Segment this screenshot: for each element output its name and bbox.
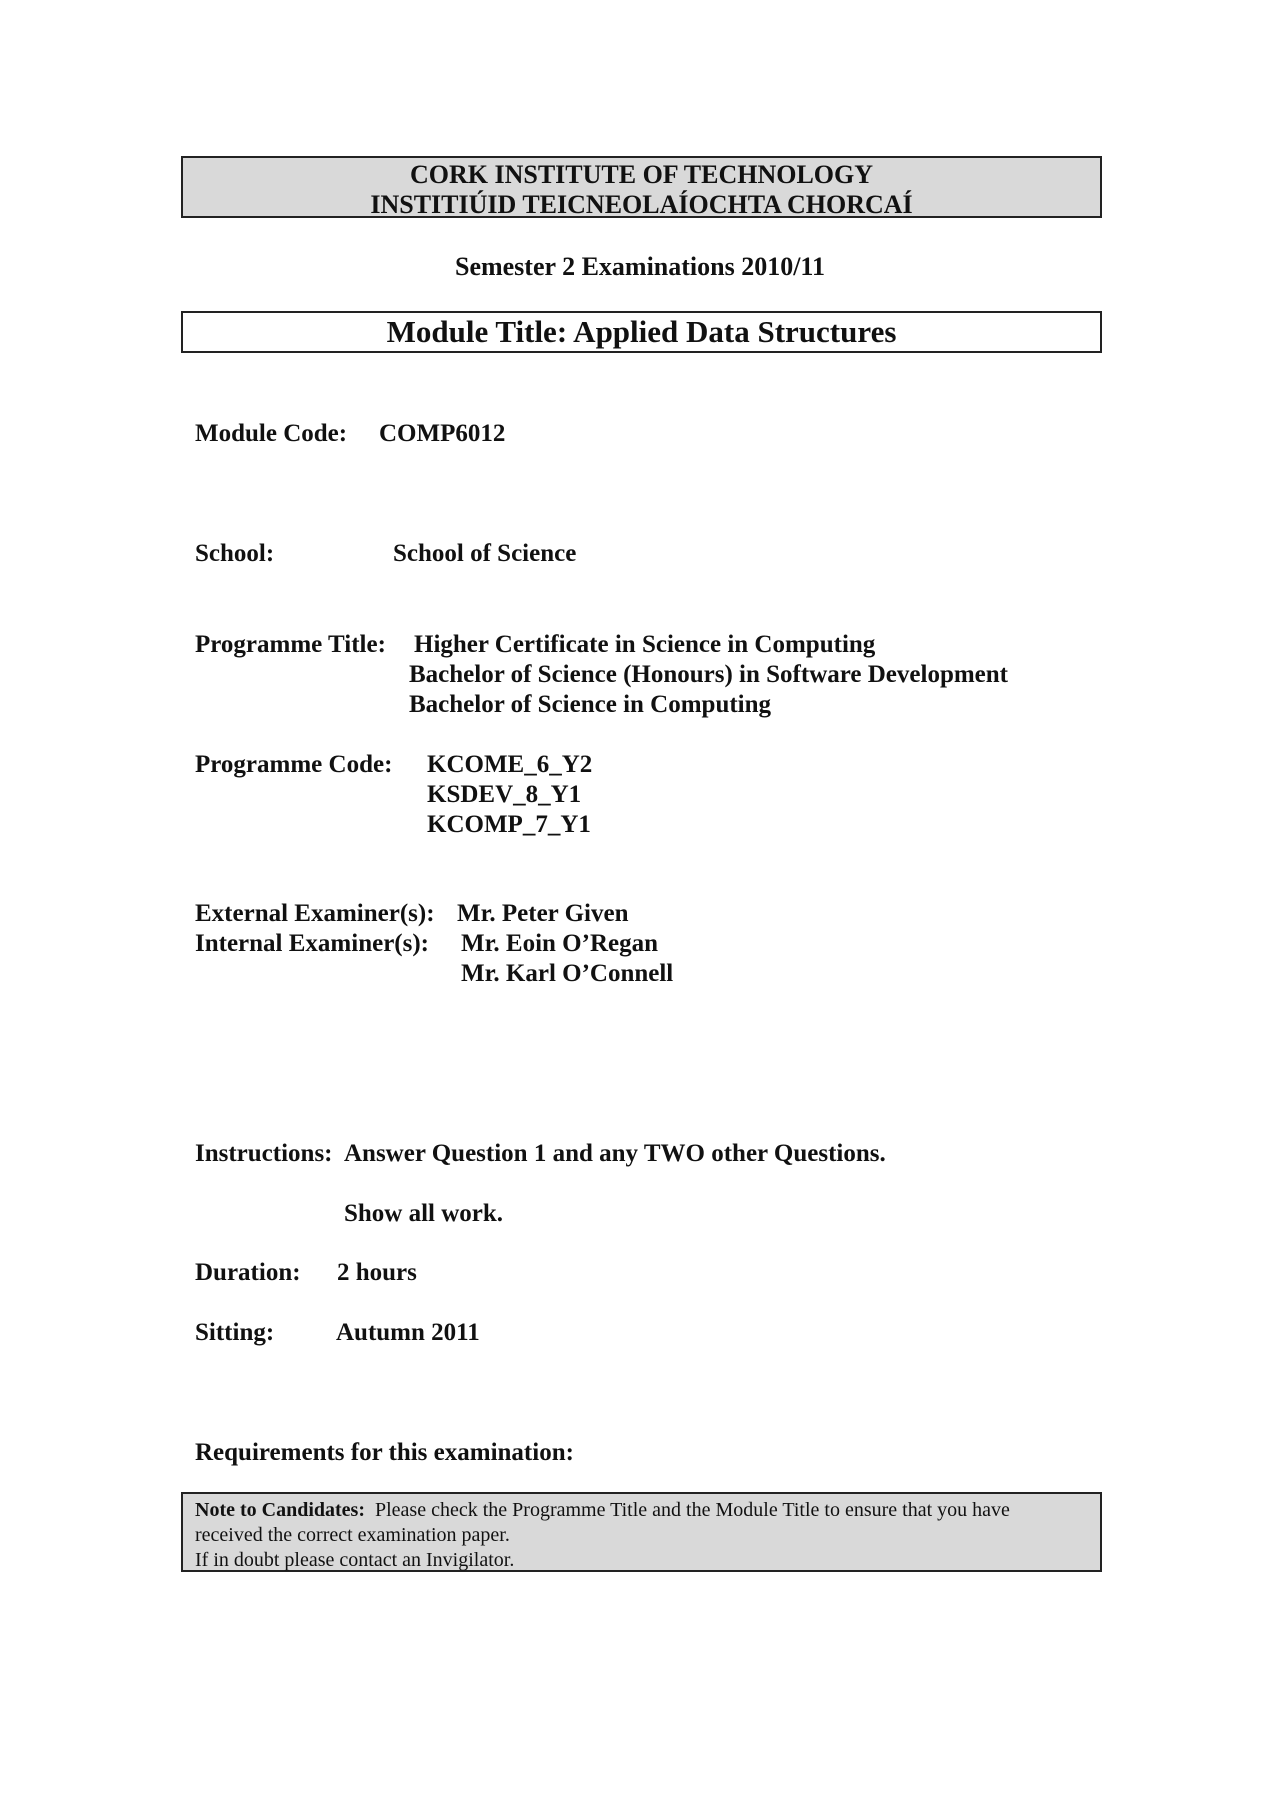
note-line-2: received the correct examination paper. — [195, 1524, 510, 1546]
external-examiner-label: External Examiner(s): — [195, 900, 435, 927]
instructions-label: Instructions: — [195, 1140, 333, 1167]
programme-title-label: Programme Title: — [195, 631, 386, 658]
duration-label: Duration: — [195, 1259, 301, 1286]
sitting-value: Autumn 2011 — [336, 1319, 480, 1346]
programme-title-2: Bachelor of Science (Honours) in Software Development — [409, 661, 1008, 688]
note-label: Note to Candidates: — [195, 1499, 365, 1521]
instructions-line-2: Show all work. — [344, 1200, 504, 1227]
institute-name-irish: INSTITIÚID TEICNEOLAÍOCHTA CHORCAÍ — [370, 190, 913, 219]
programme-code-1: KCOME_6_Y2 — [427, 751, 593, 778]
note-line-3: If in doubt please contact an Invigilator. — [195, 1549, 515, 1571]
internal-examiner-1: Mr. Eoin O’Regan — [461, 930, 658, 957]
requirements-heading: Requirements for this examination: — [195, 1439, 574, 1466]
programme-code-3: KCOMP_7_Y1 — [427, 811, 591, 838]
school-value: School of Science — [393, 540, 577, 567]
institute-header — [181, 156, 1102, 218]
school-label: School: — [195, 540, 275, 567]
module-title: Module Title: Applied Data Structures — [386, 314, 897, 349]
sitting-label: Sitting: — [195, 1319, 275, 1346]
programme-title-3: Bachelor of Science in Computing — [409, 691, 772, 718]
module-title-box — [181, 311, 1102, 353]
semester-title: Semester 2 Examinations 2010/11 — [454, 252, 826, 281]
module-code-label: Module Code: — [195, 420, 348, 447]
institute-name-english: CORK INSTITUTE OF TECHNOLOGY — [409, 160, 874, 189]
module-code-value: COMP6012 — [379, 420, 506, 447]
programme-title-1: Higher Certificate in Science in Computing — [414, 631, 876, 658]
internal-examiner-label: Internal Examiner(s): — [195, 930, 429, 957]
programme-code-label: Programme Code: — [195, 751, 393, 778]
external-examiner-1: Mr. Peter Given — [457, 900, 629, 927]
internal-examiner-2: Mr. Karl O’Connell — [461, 960, 674, 987]
programme-code-2: KSDEV_8_Y1 — [427, 781, 582, 808]
instructions-line-1: Answer Question 1 and any TWO other Questions. — [344, 1140, 886, 1167]
duration-value: 2 hours — [337, 1259, 417, 1286]
note-to-candidates-box — [181, 1492, 1102, 1572]
note-text: Please check the Programme Title and the Module Title to ensure that you have — [375, 1499, 1010, 1521]
note-line-1 — [195, 1498, 1088, 1523]
